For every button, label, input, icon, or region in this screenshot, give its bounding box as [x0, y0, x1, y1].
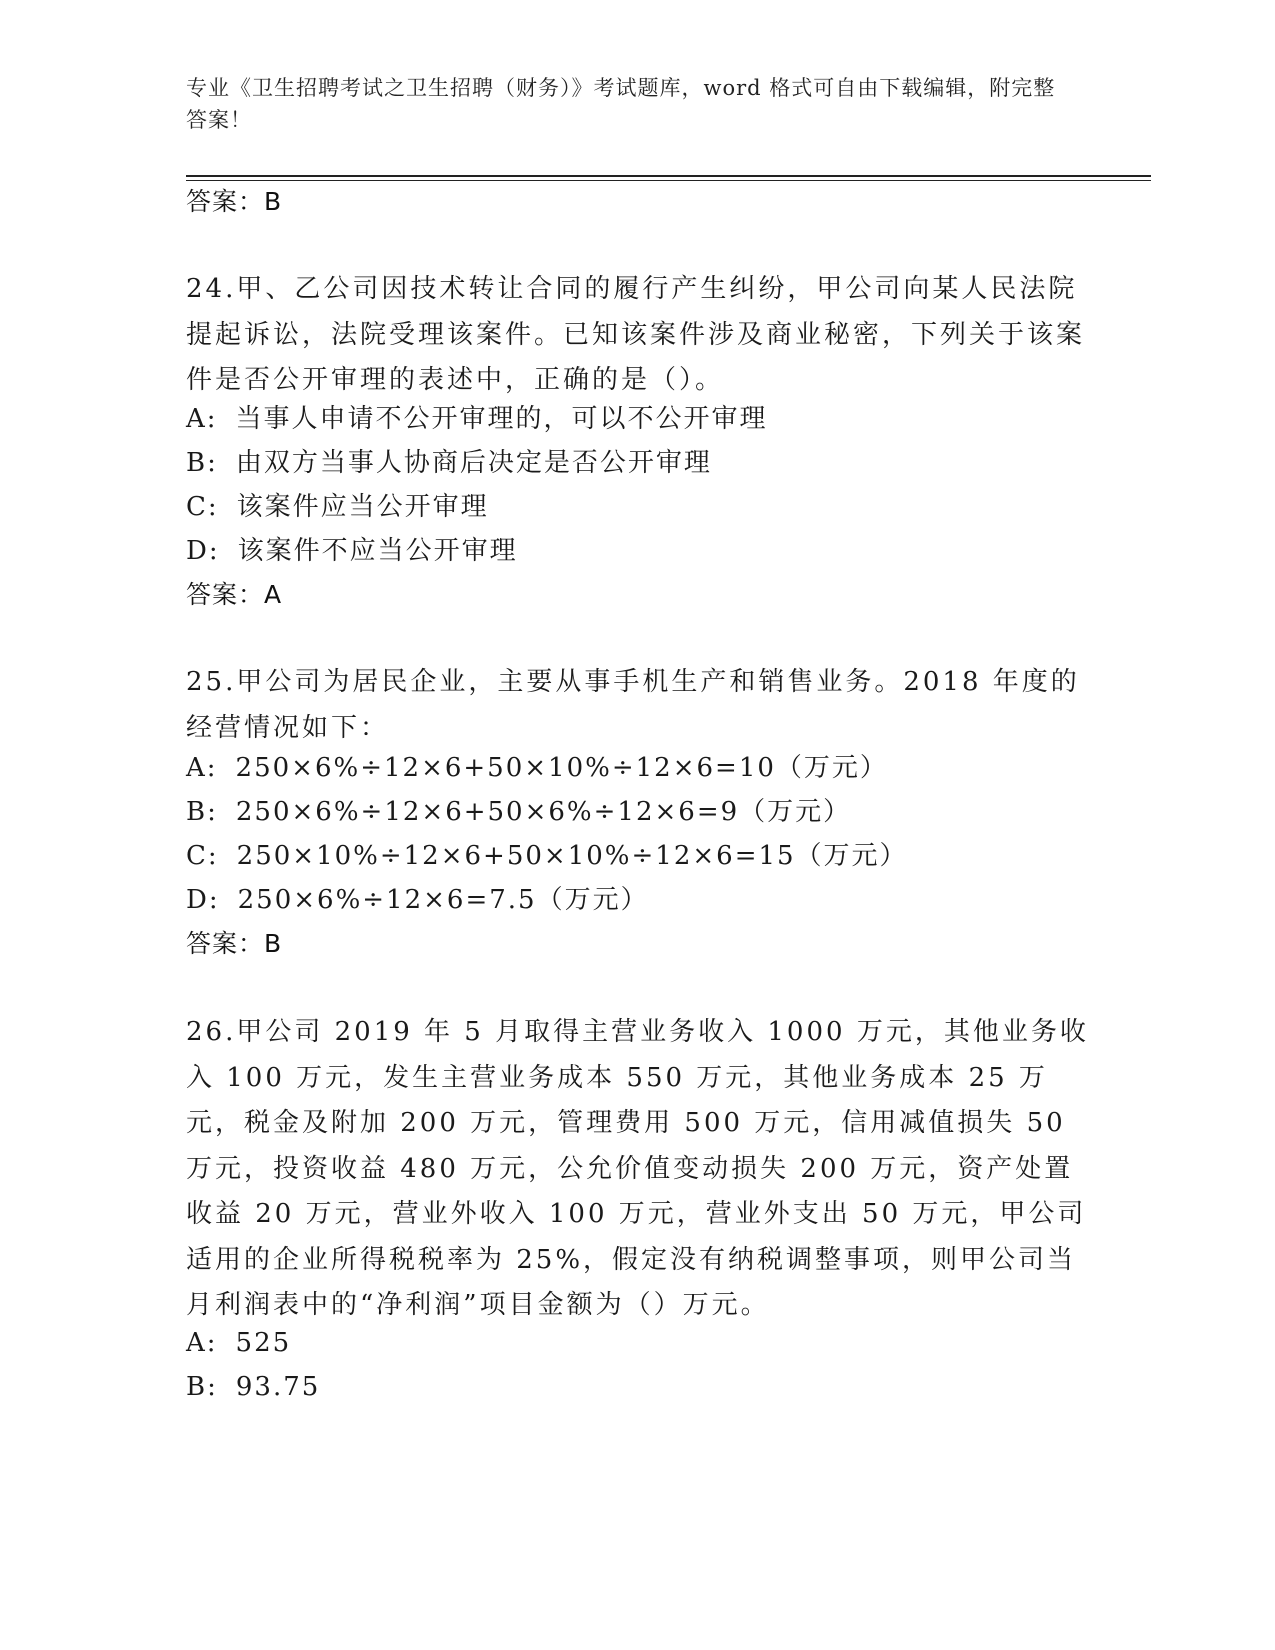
- question-26-option-b: [186, 1365, 1091, 1410]
- option-text: 250×6%÷12×6+50×6%÷12×6=9（万元）: [235, 797, 852, 827]
- option-text: 250×6%÷12×6+50×10%÷12×6=10（万元）: [235, 753, 888, 783]
- option-text: 250×6%÷12×6=7.5（万元）: [237, 885, 649, 915]
- option-text: 93.75: [235, 1372, 321, 1402]
- option-letter: C:: [186, 492, 219, 522]
- option-text: 当事人申请不公开审理的，可以不公开审理: [235, 404, 768, 434]
- option-letter: A:: [186, 753, 218, 783]
- question-24-option-a: [186, 397, 1091, 442]
- option-letter: B:: [186, 797, 218, 827]
- question-24-option-d: [186, 529, 1091, 574]
- header-divider-thick: [186, 175, 1151, 177]
- option-text: 该案件不应当公开审理: [237, 536, 518, 566]
- question-26-option-a: [186, 1321, 1091, 1366]
- question-25-option-b: [186, 790, 1091, 835]
- question-24-option-c: [186, 485, 1091, 530]
- question-25-option-c: [186, 834, 1091, 879]
- option-letter: D:: [186, 885, 220, 915]
- option-letter: D:: [186, 536, 220, 566]
- option-text: 该案件应当公开审理: [236, 492, 489, 522]
- option-letter: C:: [186, 841, 219, 871]
- option-letter: A:: [186, 404, 218, 434]
- option-text: 250×10%÷12×6+50×10%÷12×6=15（万元）: [236, 841, 908, 871]
- header-divider-thin: [186, 180, 1151, 181]
- question-26-text: 26.甲公司 2019 年 5 月取得主营业务收入 1000 万元，其他业务收入 100 万元，发生主营业务成本 550 万元，其他业务成本 25 万元，税金及附加 200 万元，管理费用 500 万元，信用减值损失 50 万元，投资收益 480 万元，公允价值变动损失 200 万元，资产处置收益 20 万元，营业外收入 100 万元，营业外支出 50 万元，甲公司适用的企业所得税税率为 25%，假定没有纳税调整事项，则甲公司当月利润表中的“净利润”项目金额为（）万元。: [186, 1017, 1089, 1320]
- option-text: 由双方当事人协商后决定是否公开审理: [235, 448, 712, 478]
- document-header: 专业《卫生招聘考试之卫生招聘（财务）》考试题库，word 格式可自由下载编辑，附完整答案！: [186, 76, 1056, 132]
- option-letter: A:: [186, 1328, 218, 1358]
- question-24-option-b: [186, 441, 1091, 486]
- question-25-text: 25.甲公司为居民企业，主要从事手机生产和销售业务。2018 年度的经营情况如下：: [186, 667, 1080, 743]
- question-24-text: 24.甲、乙公司因技术转让合同的履行产生纠纷，甲公司向某人民法院提起诉讼，法院受理该案件。已知该案件涉及商业秘密，下列关于该案件是否公开审理的表述中，正确的是（）。: [186, 274, 1086, 395]
- option-text: 525: [235, 1328, 292, 1358]
- previous-question-answer: 答案：B: [186, 187, 283, 216]
- question-25-answer: 答案：B: [186, 929, 283, 958]
- question-25-option-a: [186, 746, 1091, 791]
- question-24-answer: 答案：A: [186, 580, 283, 609]
- option-letter: B:: [186, 1372, 218, 1402]
- option-letter: B:: [186, 448, 218, 478]
- question-25-option-d: [186, 878, 1091, 923]
